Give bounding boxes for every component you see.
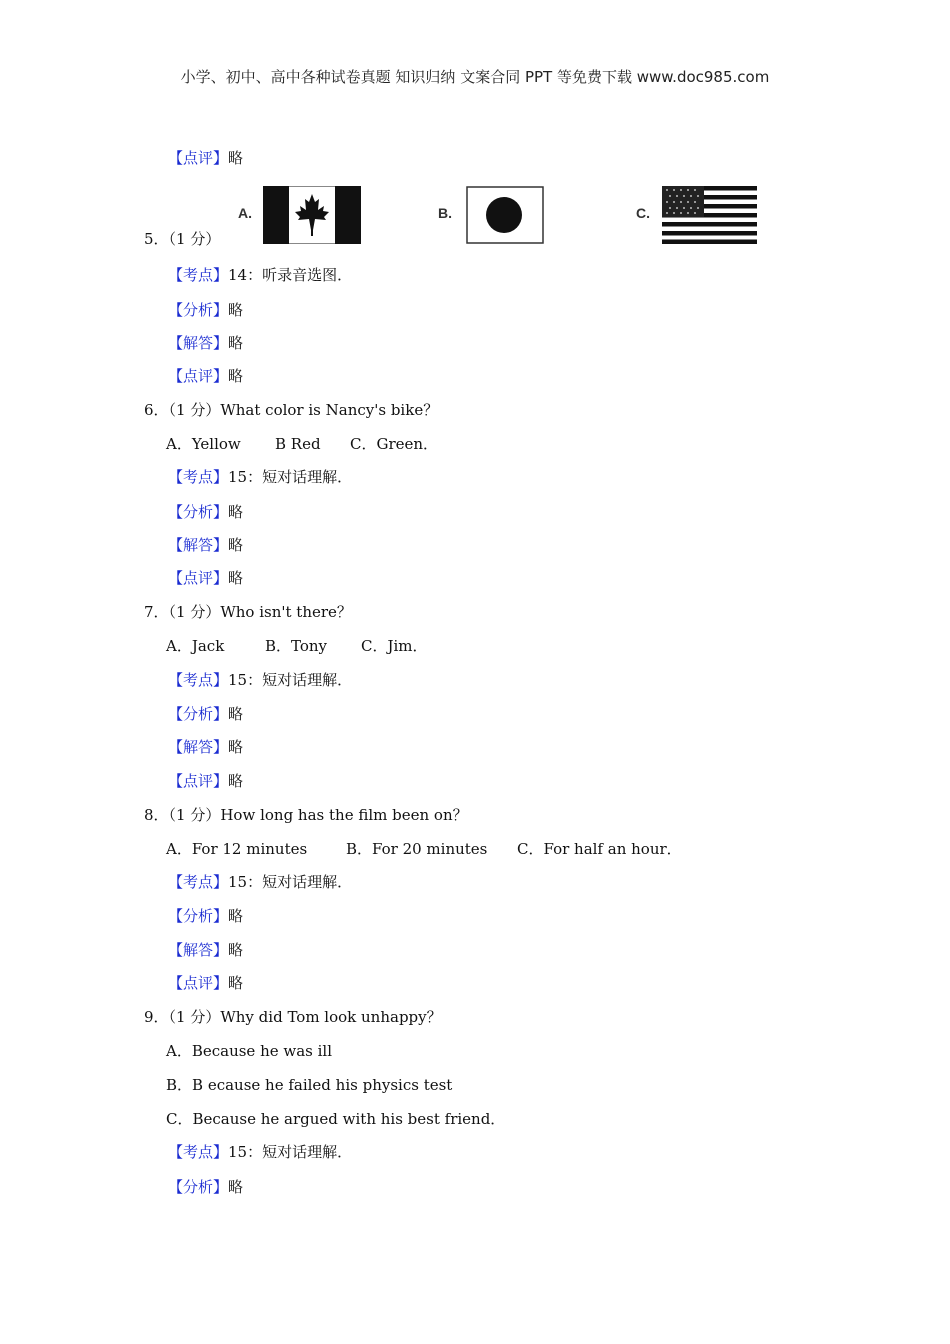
q7-fenxi-row: 【分析】略 bbox=[168, 705, 244, 723]
q6-option-a: A．Yellow bbox=[166, 435, 241, 453]
q9-option-c: C．Because he argued with his best friend． bbox=[166, 1110, 506, 1128]
q9-option-a: A．Because he was ill bbox=[166, 1042, 333, 1060]
q9-kaodian-row: 【考点】15：短对话理解． bbox=[168, 1143, 353, 1161]
dianping-value: 略 bbox=[228, 149, 244, 167]
q8-option-b: B．For 20 minutes bbox=[346, 840, 488, 858]
flag-option-b-label: B. bbox=[438, 205, 452, 221]
q7-option-b: B．Tony bbox=[265, 637, 328, 655]
q8-option-a: A．For 12 minutes bbox=[166, 840, 308, 858]
q6-option-c: C．Green． bbox=[350, 435, 439, 453]
flag-option-c-label: C. bbox=[636, 205, 650, 221]
q6-fenxi-row: 【分析】略 bbox=[168, 503, 244, 521]
q7-option-c: C．Jim． bbox=[361, 637, 428, 655]
q6-stem: 6．（1 分）What color is Nancy's bike？ bbox=[144, 401, 439, 419]
q8-kaodian-row: 【考点】15：短对话理解． bbox=[168, 873, 353, 891]
q7-dianping-row: 【点评】略 bbox=[168, 772, 244, 790]
japan-flag-icon bbox=[466, 186, 544, 244]
q7-stem: 7．（1 分）Who isn't there？ bbox=[144, 603, 352, 621]
q7-jieda-row: 【解答】略 bbox=[168, 738, 244, 756]
q6-jieda-row: 【解答】略 bbox=[168, 536, 244, 554]
q5-stem: 5．（1 分） bbox=[144, 230, 221, 248]
q7-kaodian-row: 【考点】15：短对话理解． bbox=[168, 671, 353, 689]
q8-dianping-row: 【点评】略 bbox=[168, 974, 244, 992]
q4-dianping-row bbox=[168, 148, 243, 168]
q6-kaodian-row: 【考点】15：短对话理解． bbox=[168, 468, 353, 486]
q5-fenxi-row: 【分析】略 bbox=[168, 301, 244, 319]
q5-jieda-row: 【解答】略 bbox=[168, 334, 244, 352]
q8-jieda-row: 【解答】略 bbox=[168, 941, 244, 959]
usa-flag-icon bbox=[662, 186, 757, 244]
q9-option-b: B．B ecause he failed his physics test bbox=[166, 1076, 453, 1094]
q9-fenxi-row: 【分析】略 bbox=[168, 1178, 244, 1196]
dianping-tag: 【点评】 bbox=[168, 149, 229, 167]
q8-option-c: C．For half an hour． bbox=[517, 840, 682, 858]
page-header: 小学、初中、高中各种试卷真题 知识归纳 文案合同 PPT 等免费下载 www.doc985.com bbox=[180, 68, 770, 86]
canada-flag-icon bbox=[263, 186, 361, 244]
q8-fenxi-row: 【分析】略 bbox=[168, 907, 244, 925]
q7-option-a: A．Jack bbox=[166, 637, 225, 655]
q8-stem: 8．（1 分）How long has the film been on？ bbox=[144, 806, 468, 824]
q5-kaodian-row: 【考点】14：听录音选图． bbox=[168, 266, 353, 284]
flag-option-a-label: A. bbox=[238, 205, 252, 221]
q9-stem: 9．（1 分）Why did Tom look unhappy？ bbox=[144, 1008, 442, 1026]
q6-dianping-row: 【点评】略 bbox=[168, 569, 244, 587]
q5-dianping-row: 【点评】略 bbox=[168, 367, 244, 385]
q6-option-b: B Red bbox=[275, 435, 321, 453]
